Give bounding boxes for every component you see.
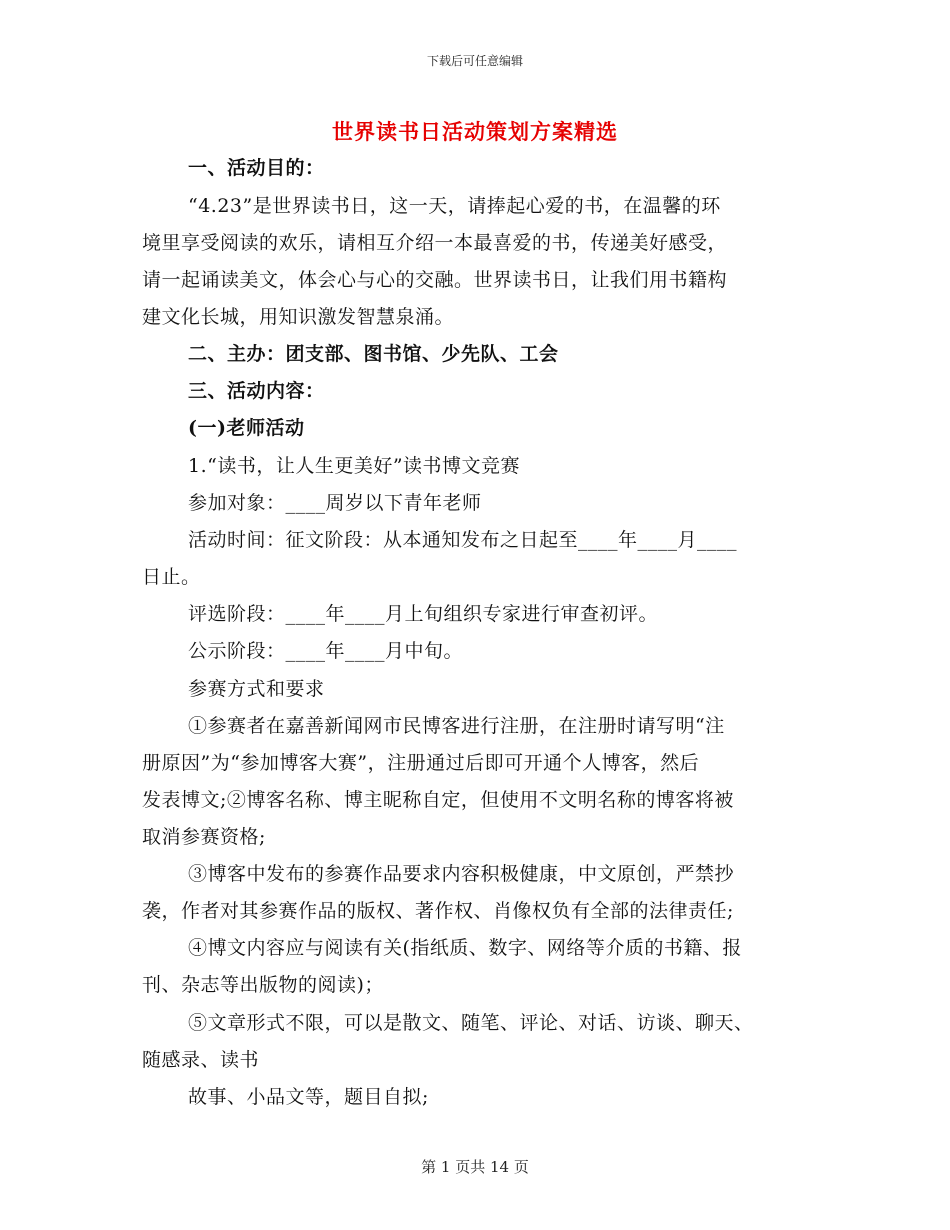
paragraph-line: ①参赛者在嘉善新闻网市民博客进行注册，在注册时请写明“注 — [188, 715, 725, 737]
paragraph-line: 参赛方式和要求 — [188, 678, 325, 700]
section-heading: 一、活动目的： — [188, 157, 325, 179]
paragraph-line: 袭，作者对其参赛作品的版权、著作权、肖像权负有全部的法律责任; — [142, 900, 734, 922]
document-title: 世界读书日活动策划方案精选 — [332, 119, 618, 144]
paragraph-line: 评选阶段：____年____月上旬组织专家进行审查初评。 — [188, 603, 659, 625]
header-note: 下载后可任意编辑 — [426, 54, 523, 68]
paragraph-line: ④博文内容应与阅读有关(指纸质、数字、网络等介质的书籍、报 — [188, 937, 742, 959]
page-number: 第 1 页共 14 页 — [421, 1158, 529, 1176]
paragraph-line: ③博客中发布的参赛作品要求内容积极健康，中文原创，严禁抄 — [188, 863, 735, 885]
paragraph-line: 册原因”为“参加博客大赛”，注册通过后即可开通个人博客，然后 — [142, 752, 700, 774]
paragraph-line: 建文化长城，用知识激发智慧泉涌。 — [142, 306, 455, 328]
paragraph-line: 活动时间：征文阶段：从本通知发布之日起至____年____月____ — [188, 529, 738, 551]
paragraph-line: 发表博文;②博客名称、博主昵称自定，但使用不文明名称的博客将被 — [142, 789, 734, 811]
paragraph-line: 日止。 — [142, 566, 201, 588]
paragraph-line: 随感录、读书 — [142, 1049, 260, 1071]
section-heading: 二、主办：团支部、图书馆、少先队、工会 — [188, 343, 559, 365]
sub-heading: (一)老师活动 — [188, 417, 305, 439]
paragraph-line: 1.“读书，让人生更美好”读书博文竞赛 — [188, 455, 521, 477]
section-heading: 三、活动内容： — [188, 380, 325, 402]
paragraph-line: 参加对象：____周岁以下青年老师 — [188, 492, 482, 514]
paragraph-line: ⑤文章形式不限，可以是散文、随笔、评论、对话、访谈、聊天、 — [188, 1012, 754, 1034]
paragraph-line: “4.23”是世界读书日，这一天，请捧起心爱的书，在温馨的环 — [188, 195, 721, 217]
paragraph-line: 刊、杂志等出版物的阅读)； — [142, 974, 384, 996]
paragraph-line: 境里享受阅读的欢乐，请相互介绍一本最喜爱的书，传递美好感受， — [142, 232, 728, 254]
paragraph-line: 请一起诵读美文，体会心与心的交融。世界读书日，让我们用书籍构 — [142, 269, 728, 291]
paragraph-line: 取消参赛资格; — [142, 826, 266, 848]
paragraph-line: 故事、小品文等，题目自拟; — [188, 1086, 429, 1108]
paragraph-line: 公示阶段：____年____月中旬。 — [188, 640, 464, 662]
